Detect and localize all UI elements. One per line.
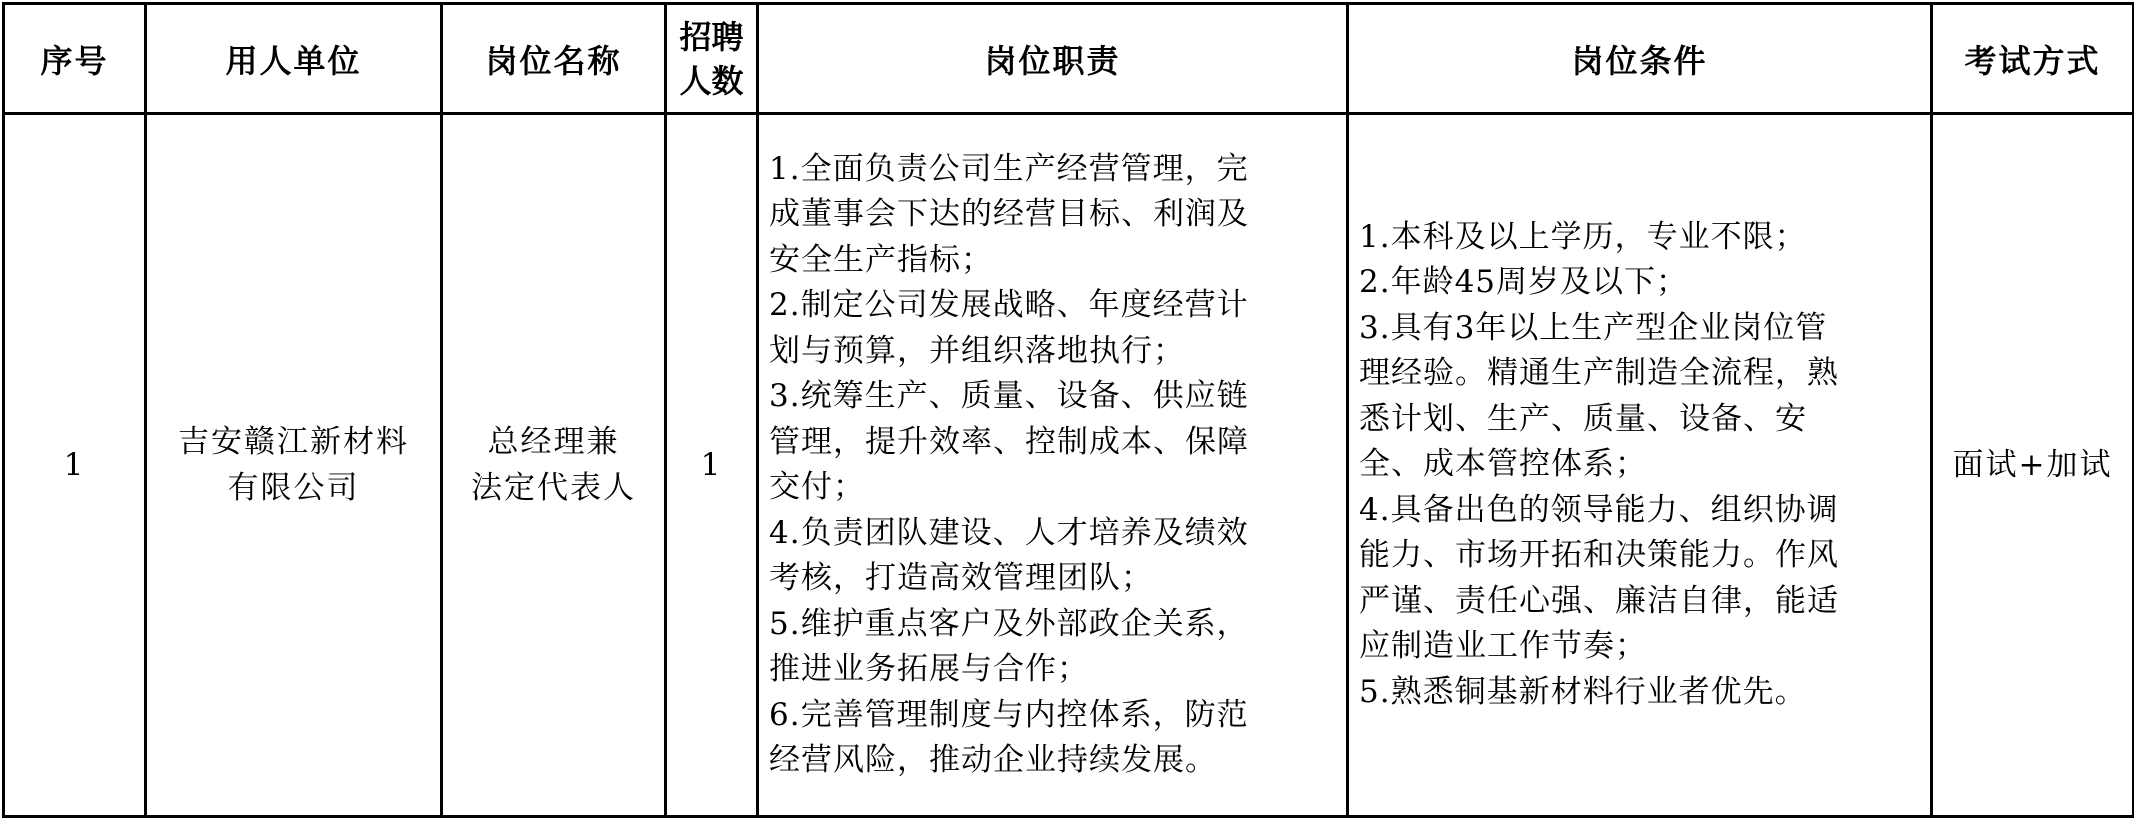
cell-requirements [1348,114,1932,817]
header-requirements: 岗位条件 [1348,4,1932,114]
duties-line: 划与预算，并组织落地执行； [769,332,1185,369]
recruitment-table [2,2,2134,818]
requirements-line: 1.本科及以上学历，专业不限； [1359,218,1807,255]
header-seq: 序号 [4,4,146,114]
header-headcount-line2: 人数 [679,61,744,100]
duties-line: 推进业务拓展与合作； [769,651,1089,687]
cell-headcount: 1 [666,114,758,817]
employer-line1: 吉安赣江新材料 [178,424,409,460]
duties-line: 考核，打造高效管理团队； [769,560,1153,596]
duties-line: 2.制定公司发展战略、年度经营计 [769,287,1249,323]
requirements-line: 严谨、责任心强、廉洁自律，能适 [1359,582,1839,619]
requirements-line: 4.具备出色的领导能力、组织协调 [1359,491,1839,528]
table-row [4,114,2134,817]
employer-line2: 有限公司 [227,470,360,506]
requirements-line: 理经验。精通生产制造全流程，熟 [1359,355,1839,392]
header-employer: 用人单位 [146,4,442,114]
position-line2: 法定代表人 [471,470,636,506]
duties-line: 成董事会下达的经营目标、利润及 [769,196,1249,232]
cell-exam: 面试+加试 [1932,114,2134,817]
duties-line: 5.维护重点客户及外部政企关系， [769,605,1249,642]
duties-line: 经营风险，推动企业持续发展。 [769,742,1217,778]
duties-line: 6.完善管理制度与内控体系，防范 [769,696,1249,733]
header-duties: 岗位职责 [758,4,1348,114]
requirements-line: 2.年龄45周岁及以下； [1359,264,1689,301]
requirements-line: 能力、市场开拓和决策能力。作风 [1359,537,1839,574]
duties-line: 管理，提升效率、控制成本、保障 [769,423,1249,460]
requirements-line: 5.熟悉铜基新材料行业者优先。 [1359,673,1807,710]
duties-line: 安全生产指标； [769,241,993,278]
requirements-line: 应制造业工作节奏； [1359,628,1647,665]
cell-seq: 1 [4,114,146,817]
header-row [4,4,2134,114]
header-headcount-line1: 招聘 [679,17,744,56]
cell-position [442,114,666,817]
requirements-line: 悉计划、生产、质量、设备、安 [1359,400,1807,437]
cell-duties [758,114,1348,817]
header-headcount [666,4,758,114]
cell-employer [146,114,442,817]
header-position: 岗位名称 [442,4,666,114]
duties-line: 交付； [769,469,865,505]
header-exam: 考试方式 [1932,4,2134,114]
duties-line: 4.负责团队建设、人才培养及绩效 [769,514,1249,551]
duties-line: 1.全面负责公司生产经营管理，完 [769,150,1249,187]
duties-line: 3.统筹生产、质量、设备、供应链 [769,378,1249,414]
requirements-line: 3.具有3年以上生产型企业岗位管 [1359,309,1828,346]
requirements-line: 全、成本管控体系； [1359,446,1647,483]
position-line1: 总经理兼 [487,424,620,460]
